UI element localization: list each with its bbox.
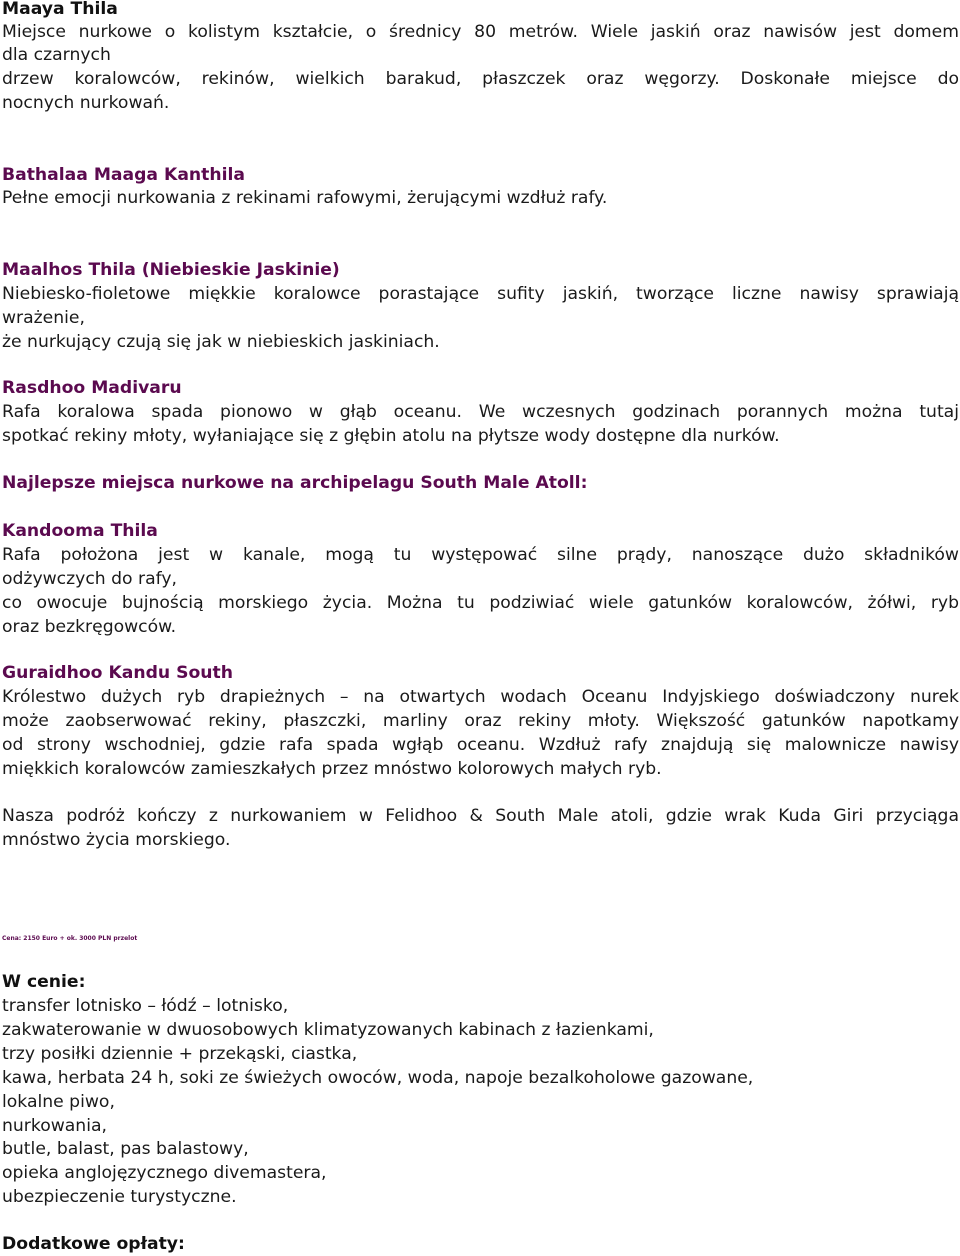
list-item: zakwaterowanie w dwuosobowych klimatyzowanych kabinach z łazienkami, [2,1020,654,1040]
paragraph-line: Niebiesko-fioletowe miękkie koralowce porastające sufity jaskiń, tworzące liczne nawisy sprawiają [2,284,959,304]
list-item: lokalne piwo, [2,1092,115,1112]
paragraph-line: drzew koralowców, rekinów, wielkich barakud, płaszczek oraz węgorzy. Doskonałe miejsce do [2,69,959,89]
paragraph-line: spotkać rekiny młoty, wyłaniające się z głębin atolu na płytsze wody dostępne dla nurków. [2,426,780,446]
list-item: opieka anglojęzycznego divemastera, [2,1163,327,1183]
south-male-heading: Najlepsze miejsca nurkowe na archipelagu South Male Atoll: [2,473,588,493]
paragraph-line: dla czarnych [2,45,111,65]
paragraph-line: oraz bezkręgowców. [2,617,177,637]
section-title-bathalaa: Bathalaa Maaga Kanthila [2,165,245,185]
paragraph-line: Rafa koralowa spada pionowo w głąb oceanu. We wczesnych godzinach porannych można tutaj [2,402,959,422]
paragraph-line: Pełne emocji nurkowania z rekinami rafowymi, żerującymi wzdłuż rafy. [2,188,608,208]
paragraph-line: miękkich koralowców zamieszkałych przez mnóstwo kolorowych małych ryb. [2,759,662,779]
paragraph-line: co owocuje bujnością morskiego życia. Można tu podziwiać wiele gatunków koralowców, żółwi, ryb [2,593,959,613]
section-title-dodatkowe-oplaty: Dodatkowe opłaty: [2,1234,185,1254]
list-item: transfer lotnisko – łódź – lotnisko, [2,996,289,1016]
price-line: Cena: 2150 Euro + ok. 3000 PLN przelot [2,935,138,942]
paragraph-line: może zaobserwować rekiny, płaszczki, marliny oraz rekiny młoty. Większość gatunków napotkamy [2,711,959,731]
section-title-maaya-thila: Maaya Thila [2,0,118,19]
section-title-w-cenie: W cenie: [2,972,86,992]
paragraph-line: Miejsce nurkowe o kolistym kształcie, o średnicy 80 metrów. Wiele jaskiń oraz nawisów jest domem [2,22,959,42]
paragraph-line: że nurkujący czują się jak w niebieskich jaskiniach. [2,332,440,352]
paragraph-line: odżywczych do rafy, [2,569,177,589]
paragraph-line: od strony wschodniej, gdzie rafa spada wgłąb oceanu. Wzdłuż rafy znajdują się malownicze nawisy [2,735,959,755]
paragraph-line: nocnych nurkowań. [2,93,170,113]
paragraph-line: Rafa położona jest w kanale, mogą tu występować silne prądy, nanoszące dużo składników [2,545,959,565]
paragraph-line: Nasza podróż kończy z nurkowaniem w Felidhoo & South Male atoli, gdzie wrak Kuda Giri przyciąga [2,806,959,826]
section-title-guraidhoo: Guraidhoo Kandu South [2,663,233,683]
paragraph-line: mnóstwo życia morskiego. [2,830,231,850]
paragraph-line: wrażenie, [2,308,85,328]
list-item: ubezpieczenie turystyczne. [2,1187,237,1207]
list-item: trzy posiłki dziennie + przekąski, ciastka, [2,1044,358,1064]
section-title-maalhos: Maalhos Thila (Niebieskie Jaskinie) [2,260,340,280]
section-title-kandooma: Kandooma Thila [2,521,158,541]
list-item: nurkowania, [2,1116,107,1136]
paragraph-line: Królestwo dużych ryb drapieżnych – na otwartych wodach Oceanu Indyjskiego doświadczony nurek [2,687,959,707]
list-item: kawa, herbata 24 h, soki ze świeżych owoców, woda, napoje bezalkoholowe gazowane, [2,1068,754,1088]
section-title-rasdhoo: Rasdhoo Madivaru [2,378,182,398]
list-item: butle, balast, pas balastowy, [2,1139,249,1159]
